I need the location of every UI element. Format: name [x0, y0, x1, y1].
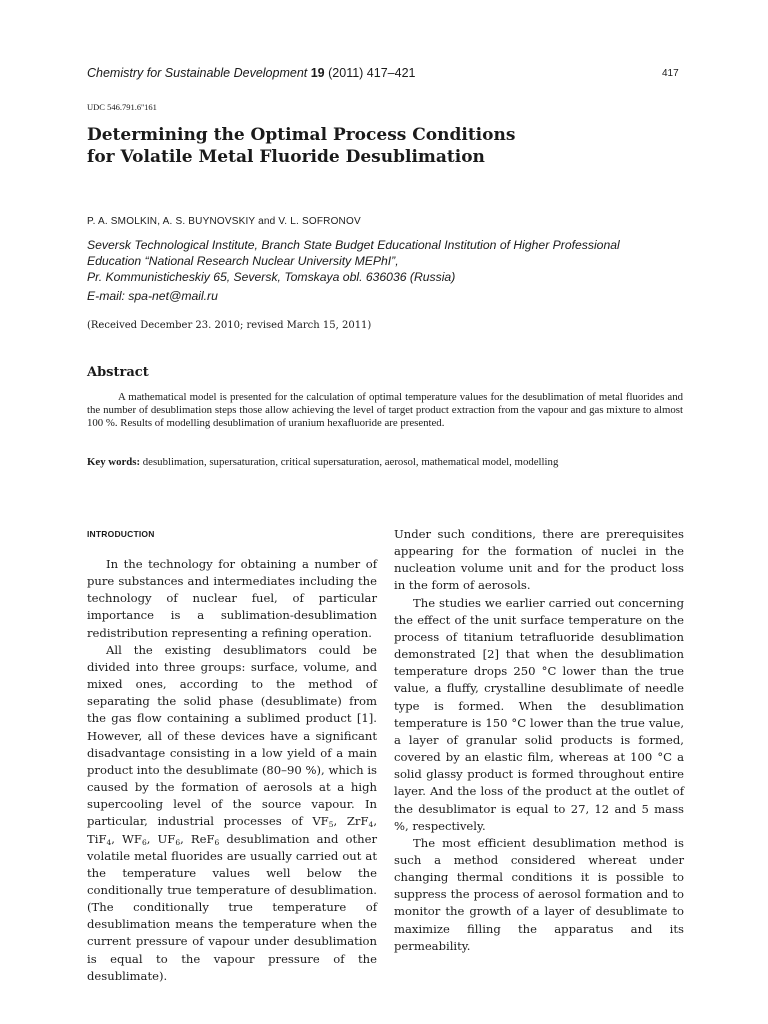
subscript: 6 — [175, 837, 181, 847]
left-paragraph-2-part-b: desublimation and other volatile metal fluorides are usually carried out at the temperature values well below the conditionally true temperature of desublimation. (The conditionally true temperature of desublimation means the temperature when the current pressure of vapour under desublimation is equal to the vapour pressure of the desublimate). — [87, 831, 377, 983]
authors: P. A. SMOLKIN, A. S. BUYNOVSKIY and V. L. SOFRONOV — [87, 216, 361, 227]
right-paragraph-2: The studies we earlier carried out concerning the effect of the unit surface temperature on the process of titanium tetrafluoride desublimation demonstrated [2] that when the desublimation temperature drops 250 °C lower than the true value, a fluffy, crystalline desublimate of needle type is formed. When the desublimation temperature is 150 °C lower than the true value, a layer of granular solid products is formed, covered by an elastic film, whereas at 100 °C a solid glassy product is formed throughout entire layer. And the loss of the product at the outlet of the desublimator is equal to 27, 12 and 5 mass %, respectively. — [394, 595, 684, 833]
formula-sep: , WF — [111, 831, 142, 846]
title-line-2: for Volatile Metal Fluoride Desublimation — [87, 147, 485, 167]
title-line-1: Determining the Optimal Process Conditions — [87, 125, 516, 145]
affiliation — [87, 237, 687, 285]
subscript: 4 — [106, 837, 112, 847]
udc-code: UDC 546.791.6''161 — [87, 102, 157, 112]
left-column — [87, 556, 377, 985]
affiliation-line-2: Education “National Research Nuclear University MEPhI”, — [87, 254, 399, 268]
left-paragraph-2-part-a: All the existing desublimators could be divided into three groups: surface, volume, and mixed ones, according to the method of separating the solid phase (desublimate) from the gas flow containing a sublimed product [1]. However, all of these devices have a significant disadvantage consisting in a low yield of a main product into the desublimate (80–90 %), which is caused by the formation of aerosols at a high supercooling level of the source vapour. In particular, industrial processes of VF — [87, 642, 377, 829]
subscript: 5 — [328, 820, 334, 830]
left-paragraph-1: In the technology for obtaining a number of pure substances and intermediates including the technology of nuclear fuel, of particular importance is a sublimation-desublimation redistribution representing a refining operation. — [87, 557, 377, 640]
keywords-label: Key words: — [87, 456, 141, 468]
running-head — [87, 66, 415, 80]
introduction-heading: INTRODUCTION — [87, 529, 155, 539]
received-dates: (Received December 23. 2010; revised March 15, 2011) — [87, 320, 372, 331]
right-column — [394, 526, 684, 955]
page-number: 417 — [662, 68, 679, 79]
right-paragraph-1: Under such conditions, there are prerequisites appearing for the formation of nuclei in the nucleation volume unit and for the product loss in the form of aerosols. — [394, 527, 684, 593]
right-paragraph-3: The most efficient desublimation method is such a method considered whereat under changing thermal conditions it is possible to suppress the process of aerosol formation and to monitor the growth of a layer of desublimate to maximize filling the apparatus and its permeability. — [394, 835, 684, 953]
formula-sep: , UF — [146, 831, 176, 846]
subscript: 6 — [214, 837, 220, 847]
formula-sep: , TiF — [87, 814, 377, 846]
left-paragraph-2 — [87, 642, 377, 985]
affiliation-line-3: Pr. Kommunisticheskiy 65, Seversk, Tomskaya obl. 636036 (Russia) — [87, 270, 456, 284]
abstract-text: A mathematical model is presented for the calculation of optimal temperature values for the desublimation of metal fluorides and the number of desublimation steps those allow achieving the level of target product extraction from the vapour and gas mixture to almost 100 %. Results of modelling desublimation of uranium hexafluoride are presented. — [87, 391, 683, 430]
subscript: 4 — [368, 820, 374, 830]
keywords — [87, 456, 687, 468]
journal-volume: 19 — [310, 66, 325, 80]
formula-sep: , ZrF — [333, 814, 369, 829]
affiliation-line-1: Seversk Technological Institute, Branch State Budget Educational Institution of Higher Professional — [87, 238, 620, 252]
subscript: 6 — [141, 837, 147, 847]
journal-year-pages: (2011) 417–421 — [328, 66, 416, 80]
abstract-heading: Abstract — [87, 365, 149, 380]
email: E-mail: spa-net@mail.ru — [87, 289, 218, 303]
paper-title — [87, 124, 687, 168]
journal-name: Chemistry for Sustainable Development — [87, 66, 308, 80]
formula-sep: , ReF — [180, 831, 215, 846]
keywords-text: desublimation, supersaturation, critical supersaturation, aerosol, mathematical model, modelling — [140, 456, 559, 468]
